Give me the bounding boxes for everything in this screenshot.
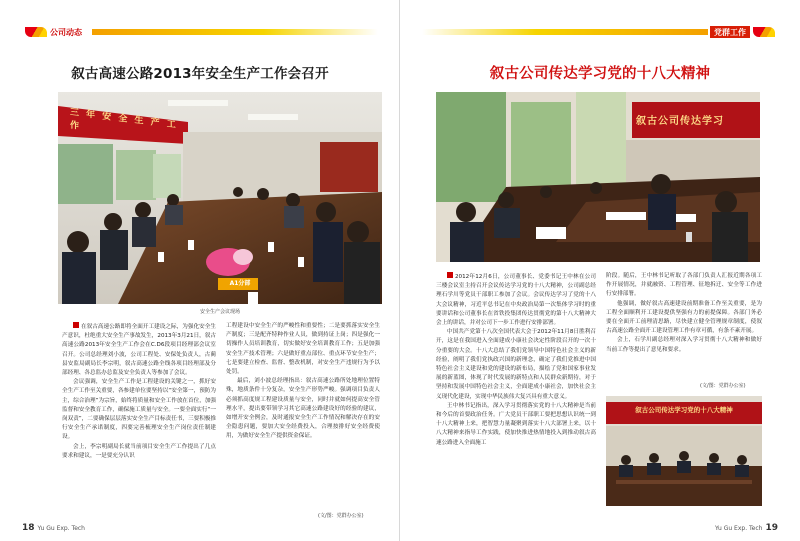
right-page	[400, 0, 800, 541]
meeting-photo-illustration	[58, 92, 382, 304]
photo-sign-text: A1分部	[229, 280, 251, 287]
paragraph-marker-icon	[73, 322, 79, 328]
paragraph: 阶段。随后，王中林书记听取了各部门负责人汇报近期各项工作开展情况，并就融资、工程管理、征地拆迁、安全等工作进行安排部署。	[606, 273, 762, 298]
section-label: 党群工作	[710, 26, 750, 38]
left-column-2	[226, 322, 380, 442]
paragraph-text: 2012年12月6日，公司董事长、党委书记王中林在公司三楼会议室主持召开会议传达学习党的十八大精神，公司副总经理石学川等党员干部职工参加了会议。会议传达学习了党的十八大会议精神，习近平总书记在中央政治局第一次集体学习时的重要讲话和公司董事长在省铁投集团传达贯彻党的第十八大精神大会上的讲话，并对公司下一步工作进行安排部署。	[436, 274, 596, 327]
paragraph	[62, 322, 216, 378]
section-tag	[710, 26, 778, 38]
page-footer-label: Yu Gu Exp. Tech	[37, 524, 85, 532]
photo-banner-text: 三 年 安 全 生 产 工 作	[70, 107, 178, 132]
photo-banner-text: 叙古公司传达学习	[636, 116, 724, 127]
photo2-banner-text: 叙古公司传达学习党的十八大精神	[635, 406, 733, 414]
left-header	[22, 26, 378, 38]
paragraph: 他强调，做好叙古高速建设前期准备工作至关重要，是为工程全面顺利开工建设提供坚强有力的前提保障。各部门务必要在全面开工前理清思路，尽快建立健全管理规章制度，使叙古高速公路全面开工建设管理工作有章可循，有条不紊开展。	[606, 300, 762, 335]
section-label: 公司动态	[50, 27, 82, 37]
paragraph	[436, 272, 596, 328]
logo-swoosh-icon	[753, 27, 775, 37]
paragraph: 会上，石学川副总经理对深入学习贯彻十八大精神和做好当前工作等提出了意见和要求。	[606, 337, 762, 353]
second-meeting-photo	[606, 396, 762, 506]
page-number-left	[22, 523, 85, 533]
logo-swoosh-icon	[25, 27, 47, 37]
header-bar	[92, 29, 378, 35]
page-number: 18	[22, 523, 35, 533]
article-title: 叙古高速公路2013年安全生产工作会召开	[71, 66, 329, 82]
paragraph: 最后，刘小波总经理指出：叙古高速公路所处地理位置特殊，地质条件十分复杂，安全生产形势严峻。强调项目负责人必须抓高度规工程建设质量与安全，同时并就如何提高安全管理水平，提出要带领学习其它高速公路建设好的经验的建议，如增开安全例会，及时通报安全生产工作情况和解决存在的安全隐患问题，要加大安全经费投入，合理按排好安全经费使用，为做好安全生产提供资金保证。	[226, 378, 380, 440]
page-number-right	[715, 523, 778, 533]
right-header	[422, 26, 778, 38]
right-column-1	[436, 272, 596, 448]
right-column-2	[606, 272, 762, 355]
article-signature: (文/图：党群办公室)	[318, 513, 364, 519]
left-column-1	[62, 322, 216, 461]
meeting-photo	[58, 92, 382, 304]
paragraph: 中国共产党第十八次全国代表大会于2012年11月8日胜利召开，这是在我国进入全面建成小康社会决定性阶段召开的一次十分重要的大会。十八大总结了我们党领导中国特色社会主义的新经验，阐明了我们党执政兴国的新理念，确定了我们党推进中国特色社会主义建设和党的建设的新布局，描绘了党和国家事业发展的新蓝图，体现了时代发展的新特点和人民群众新期待，对于坚持和发展中国特色社会主义，全面建成小康社会，加快社会主义现代化建设，实现中华民族伟大复兴具有重大意义。	[436, 329, 596, 400]
header-bar	[422, 29, 708, 35]
paragraph: 会议强调，安全生产工作是工程建设的关键之一，抓好安全生产工作至关重要，各参建单位要坚持以“安全第一，预防为主，综合治理”为宗旨，始终将质量和安全工作放在首位，加强监督和安全教育工作，确保施工质量与安全。一要全面实行“一岗双责”，二要确保层层落实安全生产目标责任书，三要积极推行安全生产承诺制度，四要完善梳理安全生产岗位责任制建设。	[62, 379, 216, 441]
page-footer-label: Yu Gu Exp. Tech	[715, 524, 763, 532]
paragraph-marker-icon	[447, 272, 453, 278]
paragraph: 会上，李宗明副局长就当前项目安全生产工作提出了几点要求和建议，一是要充分认识	[62, 443, 216, 459]
photo-caption: 安全生产会议现场	[199, 309, 240, 315]
paragraph-text: 在叙古高速公路即将全面开工建设之际，为强化安全生产意识，杜绝重大安全生产事故发生，2013年3月21日，叙古高速公路2013年安全生产工作会在C.D6段项目经理部会议室召开。公司总经理刘小波，公司工程处、安保处负责人，古蔺县安监局副局长李宗明，叙古高速公路全线各项目经理部及分部经理、各总监办总监及安全负责人等参加了会议。	[62, 324, 216, 377]
page-number: 19	[765, 523, 778, 533]
paragraph: 工程建设中安全生产的严峻性和重要性；二是要抓落实安全生产制度；三是配齐特种作业人员，做到持证上岗；四是强化一切操作人员培训教育，切实做好安全培训教育工作；五是加强安全生产技术管理；六是做好重点部位、重点环节安全生产；七是要建立检查、监督、整改机制，对安全生产违规行为予以处罚。	[226, 323, 380, 376]
section-tag	[22, 26, 82, 38]
meeting-photo	[436, 92, 760, 262]
article-title: 叙古公司传达学习党的十八大精神	[489, 66, 711, 82]
paragraph: 王中林书记指出，深入学习贯彻落实党的十八大精神是当前和今后的首要政治任务。广大党员干部职工要把思想认识统一到十八大精神上来，把智慧力量凝聚到落实十八大部署上来，以十八大精神来指导工作实践，使加快推进热情地投入到推动叙古高速公路进入全面施工	[436, 402, 596, 446]
article-signature: (文/图：党群办公室)	[700, 383, 746, 389]
